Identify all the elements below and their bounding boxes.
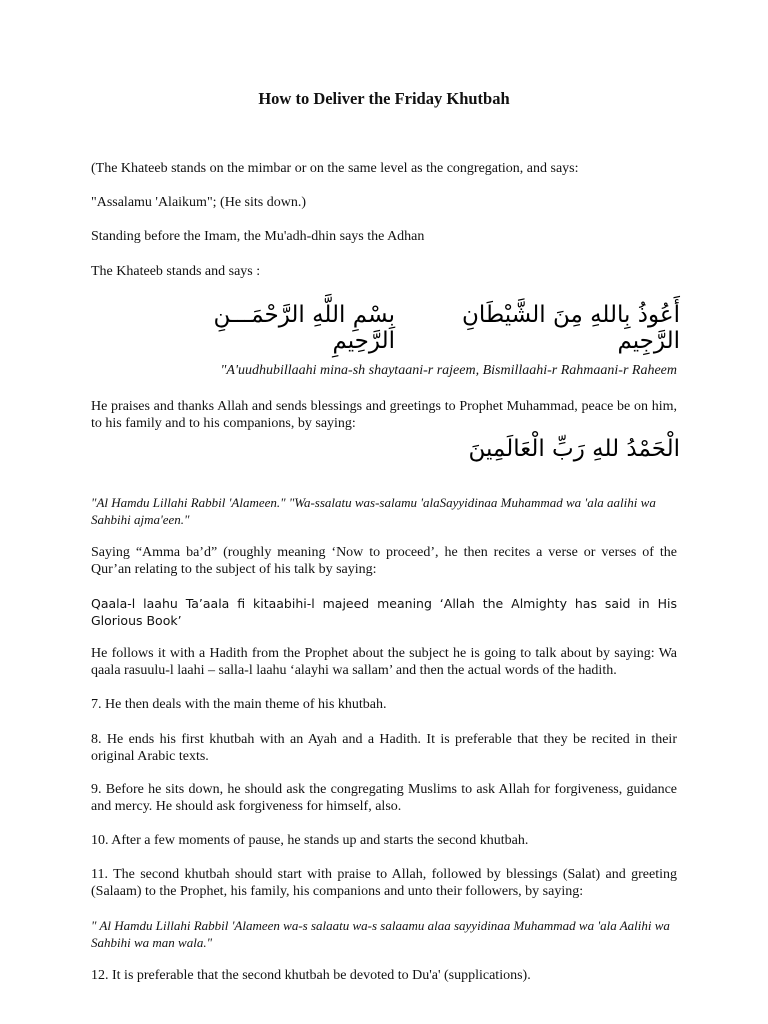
paragraph-khateeb-stands: The Khateeb stands and says : [91, 264, 261, 279]
paragraph-qaala: Qaala-l laahu Ta’aala fi kitaabihi-l majeed meaning ‘Allah the Almighty has said in His Glorious Book’ [91, 596, 677, 628]
paragraph-greeting: "Assalamu 'Alaikum"; (He sits down.) [91, 195, 306, 210]
paragraph-amma-bad: Saying “Amma ba’d” (roughly meaning ‘Now to proceed’, he then recites a verse or verses of the Qur’an relating to the subject of his talk by saying: [91, 545, 677, 577]
arabic-taawwudh: أَعُوذُ بِاللهِ مِنَ الشَّيْطَانِ الرَّجِيم [462, 302, 680, 354]
transliteration-second-khutbah: " Al Hamdu Lillahi Rabbil 'Alameen wa-s salaatu wa-s salaamu alaa sayyidinaa Muhammad wa 'ala Aalihi wa Sahbihi wa man wala." [91, 918, 670, 950]
paragraph-step-11: 11. The second khutbah should start with praise to Allah, followed by blessings (Salat) and greeting (Salaam) to the Prophet, his family, his companions and unto their followers, by saying: [91, 867, 677, 899]
paragraph-intro: (The Khateeb stands on the mimbar or on the same level as the congregation, and says: [91, 161, 579, 176]
paragraph-adhan: Standing before the Imam, the Mu'adh-dhin says the Adhan [91, 229, 425, 244]
paragraph-step-7: 7. He then deals with the main theme of his khutbah. [91, 697, 387, 712]
arabic-hamd: الْحَمْدُ للهِ رَبِّ الْعَالَمِينَ [468, 436, 680, 462]
paragraph-step-10: 10. After a few moments of pause, he stands up and starts the second khutbah. [91, 833, 529, 848]
paragraph-step-9: 9. Before he sits down, he should ask the congregating Muslims to ask Allah for forgiveness, guidance and mercy. He should ask forgiveness for himself, also. [91, 782, 677, 814]
paragraph-step-8: 8. He ends his first khutbah with an Ayah and a Hadith. It is preferable that they be recited in their original Arabic texts. [91, 732, 677, 764]
paragraph-step-12: 12. It is preferable that the second khutbah be devoted to Du'a' (supplications). [91, 968, 531, 983]
page-title: How to Deliver the Friday Khutbah [258, 89, 510, 108]
transliteration-taawwudh-basmala: "A'uudhubillaahi mina-sh shaytaani-r rajeem, Bismillaahi-r Rahmaani-r Raheem [220, 363, 677, 378]
paragraph-praises: He praises and thanks Allah and sends blessings and greetings to Prophet Muhammad, peace be on him, to his family and to his companions, by saying: [91, 399, 677, 431]
arabic-basmala: بِسْمِ اللَّهِ الرَّحْمَـــنِ الرَّحِيمِ [213, 302, 395, 354]
paragraph-hadith: He follows it with a Hadith from the Prophet about the subject he is going to talk about by saying: Wa qaala rasuulu-l laahi – salla-l laahu ‘alayhi wa sallam’ and then the actual words of the hadith. [91, 646, 677, 678]
transliteration-hamd-salat: "Al Hamdu Lillahi Rabbil 'Alameen." "Wa-ssalatu was-salamu 'alaSayyidinaa Muhammad wa 'ala aalihi wa Sahbihi ajma'een." [91, 495, 656, 527]
